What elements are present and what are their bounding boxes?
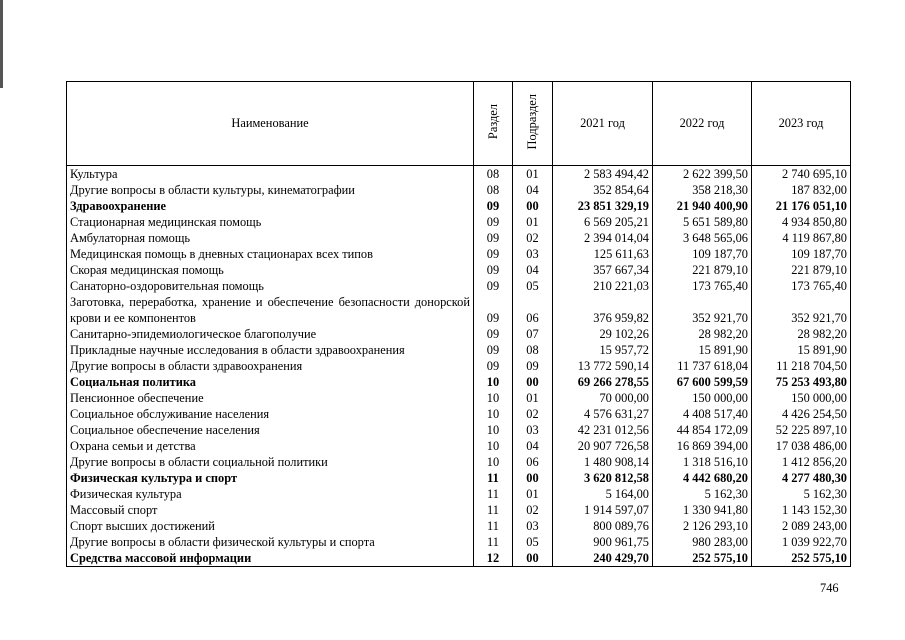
cell-section: 09: [474, 262, 513, 278]
cell-y2021: 23 851 329,19: [553, 198, 653, 214]
cell-section: 11: [474, 502, 513, 518]
cell-y2022: 1 318 516,10: [653, 454, 752, 470]
cell-y2022: 2 126 293,10: [653, 518, 752, 534]
cell-subsection: 07: [513, 326, 553, 342]
cell-name: Другие вопросы в области социальной политики: [67, 454, 474, 470]
cell-subsection: 02: [513, 406, 553, 422]
cell-section: 09: [474, 326, 513, 342]
cell-section: 09: [474, 342, 513, 358]
cell-subsection: 02: [513, 230, 553, 246]
cell-name: Заготовка, переработка, хранение и обеспечение безопасности донорской крови и ее компонентов: [67, 294, 474, 326]
cell-y2022: 15 891,90: [653, 342, 752, 358]
table-header-row: [67, 82, 851, 166]
header-2021: 2021 год: [553, 82, 653, 166]
table-row: [67, 214, 851, 230]
cell-y2022: 1 330 941,80: [653, 502, 752, 518]
cell-section: 10: [474, 438, 513, 454]
cell-subsection: 06: [513, 454, 553, 470]
cell-name: Средства массовой информации: [67, 550, 474, 567]
cell-y2023: 5 162,30: [752, 486, 851, 502]
cell-name: Другие вопросы в области культуры, кинематографии: [67, 182, 474, 198]
cell-y2023: 17 038 486,00: [752, 438, 851, 454]
cell-y2022: 2 622 399,50: [653, 166, 752, 183]
cell-subsection: 09: [513, 358, 553, 374]
cell-y2021: 800 089,76: [553, 518, 653, 534]
cell-subsection: 04: [513, 182, 553, 198]
cell-subsection: 04: [513, 438, 553, 454]
cell-y2022: 3 648 565,06: [653, 230, 752, 246]
table-row: [67, 262, 851, 278]
table-row: [67, 470, 851, 486]
cell-y2023: 1 143 152,30: [752, 502, 851, 518]
cell-y2021: 13 772 590,14: [553, 358, 653, 374]
cell-y2021: 125 611,63: [553, 246, 653, 262]
cell-y2022: 358 218,30: [653, 182, 752, 198]
cell-y2021: 3 620 812,58: [553, 470, 653, 486]
cell-y2021: 2 583 494,42: [553, 166, 653, 183]
cell-name: Санаторно-оздоровительная помощь: [67, 278, 474, 294]
table-row: [67, 278, 851, 294]
cell-name: Социальное обслуживание населения: [67, 406, 474, 422]
header-name: Наименование: [67, 82, 474, 166]
cell-y2023: 4 277 480,30: [752, 470, 851, 486]
cell-name: Стационарная медицинская помощь: [67, 214, 474, 230]
cell-name: Амбулаторная помощь: [67, 230, 474, 246]
cell-section: 10: [474, 422, 513, 438]
cell-y2023: 28 982,20: [752, 326, 851, 342]
cell-name: Пенсионное обеспечение: [67, 390, 474, 406]
cell-section: 08: [474, 182, 513, 198]
cell-subsection: 08: [513, 342, 553, 358]
cell-section: 11: [474, 534, 513, 550]
cell-name: Физическая культура и спорт: [67, 470, 474, 486]
cell-subsection: 05: [513, 278, 553, 294]
cell-y2022: 21 940 400,90: [653, 198, 752, 214]
cell-y2023: 4 119 867,80: [752, 230, 851, 246]
cell-y2022: 109 187,70: [653, 246, 752, 262]
cell-name: Социальное обеспечение населения: [67, 422, 474, 438]
cell-y2023: 352 921,70: [752, 294, 851, 326]
cell-section: 11: [474, 518, 513, 534]
cell-section: 09: [474, 294, 513, 326]
cell-y2023: 2 089 243,00: [752, 518, 851, 534]
table-row: [67, 406, 851, 422]
cell-y2023: 52 225 897,10: [752, 422, 851, 438]
table-body: [67, 166, 851, 567]
cell-y2021: 6 569 205,21: [553, 214, 653, 230]
cell-y2021: 20 907 726,58: [553, 438, 653, 454]
table-row: [67, 246, 851, 262]
table-row: [67, 390, 851, 406]
table-row: [67, 374, 851, 390]
cell-y2022: 16 869 394,00: [653, 438, 752, 454]
cell-name: Спорт высших достижений: [67, 518, 474, 534]
cell-subsection: 01: [513, 486, 553, 502]
cell-y2023: 173 765,40: [752, 278, 851, 294]
cell-y2022: 150 000,00: [653, 390, 752, 406]
table-row: [67, 518, 851, 534]
cell-y2021: 210 221,03: [553, 278, 653, 294]
cell-y2022: 4 408 517,40: [653, 406, 752, 422]
cell-y2021: 42 231 012,56: [553, 422, 653, 438]
table-row: [67, 182, 851, 198]
budget-table: [66, 81, 851, 567]
cell-name: Другие вопросы в области здравоохранения: [67, 358, 474, 374]
cell-section: 10: [474, 390, 513, 406]
cell-y2021: 240 429,70: [553, 550, 653, 567]
cell-y2021: 376 959,82: [553, 294, 653, 326]
cell-y2021: 70 000,00: [553, 390, 653, 406]
cell-y2022: 980 283,00: [653, 534, 752, 550]
cell-subsection: 03: [513, 246, 553, 262]
cell-y2021: 69 266 278,55: [553, 374, 653, 390]
cell-y2023: 15 891,90: [752, 342, 851, 358]
table-row: [67, 230, 851, 246]
cell-y2022: 221 879,10: [653, 262, 752, 278]
cell-section: 09: [474, 198, 513, 214]
cell-y2021: 15 957,72: [553, 342, 653, 358]
cell-y2023: 150 000,00: [752, 390, 851, 406]
cell-name: Массовый спорт: [67, 502, 474, 518]
table-row: [67, 198, 851, 214]
cell-subsection: 03: [513, 422, 553, 438]
cell-subsection: 01: [513, 166, 553, 183]
cell-section: 11: [474, 486, 513, 502]
cell-y2021: 357 667,34: [553, 262, 653, 278]
cell-subsection: 00: [513, 470, 553, 486]
cell-subsection: 02: [513, 502, 553, 518]
cell-section: 09: [474, 230, 513, 246]
table-row: [67, 326, 851, 342]
cell-y2022: 252 575,10: [653, 550, 752, 567]
cell-subsection: 00: [513, 374, 553, 390]
cell-y2022: 11 737 618,04: [653, 358, 752, 374]
cell-y2022: 352 921,70: [653, 294, 752, 326]
cell-name: Здравоохранение: [67, 198, 474, 214]
cell-y2023: 11 218 704,50: [752, 358, 851, 374]
cell-section: 12: [474, 550, 513, 567]
table-row: [67, 422, 851, 438]
cell-y2022: 67 600 599,59: [653, 374, 752, 390]
cell-section: 09: [474, 246, 513, 262]
table-row: [67, 454, 851, 470]
cell-section: 10: [474, 374, 513, 390]
cell-y2021: 2 394 014,04: [553, 230, 653, 246]
cell-subsection: 01: [513, 214, 553, 230]
cell-y2023: 221 879,10: [752, 262, 851, 278]
header-2022: 2022 год: [653, 82, 752, 166]
cell-section: 09: [474, 278, 513, 294]
cell-subsection: 05: [513, 534, 553, 550]
table-row: [67, 502, 851, 518]
table-row: [67, 166, 851, 183]
cell-y2023: 21 176 051,10: [752, 198, 851, 214]
cell-subsection: 03: [513, 518, 553, 534]
cell-y2023: 109 187,70: [752, 246, 851, 262]
cell-name: Прикладные научные исследования в области здравоохранения: [67, 342, 474, 358]
page-number: 746: [820, 581, 839, 595]
cell-y2023: 187 832,00: [752, 182, 851, 198]
cell-y2023: 4 934 850,80: [752, 214, 851, 230]
cell-subsection: 00: [513, 198, 553, 214]
cell-name: Физическая культура: [67, 486, 474, 502]
cell-y2021: 4 576 631,27: [553, 406, 653, 422]
cell-y2022: 4 442 680,20: [653, 470, 752, 486]
cell-y2022: 44 854 172,09: [653, 422, 752, 438]
cell-section: 09: [474, 214, 513, 230]
cell-y2023: 1 412 856,20: [752, 454, 851, 470]
cell-name: Другие вопросы в области физической культуры и спорта: [67, 534, 474, 550]
header-2023: 2023 год: [752, 82, 851, 166]
table-row: [67, 550, 851, 567]
cell-y2021: 900 961,75: [553, 534, 653, 550]
cell-name: Медицинская помощь в дневных стационарах всех типов: [67, 246, 474, 262]
cell-section: 11: [474, 470, 513, 486]
cell-section: 08: [474, 166, 513, 183]
header-subsection: Подраздел: [513, 82, 553, 166]
cell-subsection: 04: [513, 262, 553, 278]
cell-section: 10: [474, 406, 513, 422]
cell-name: Скорая медицинская помощь: [67, 262, 474, 278]
cell-y2021: 5 164,00: [553, 486, 653, 502]
cell-subsection: 01: [513, 390, 553, 406]
cell-y2021: 1 914 597,07: [553, 502, 653, 518]
table-row: [67, 534, 851, 550]
cell-name: Социальная политика: [67, 374, 474, 390]
cell-y2022: 173 765,40: [653, 278, 752, 294]
cell-name: Культура: [67, 166, 474, 183]
table-row: [67, 358, 851, 374]
table-row: [67, 486, 851, 502]
table-row: [67, 294, 851, 326]
cell-y2022: 28 982,20: [653, 326, 752, 342]
cell-y2021: 352 854,64: [553, 182, 653, 198]
cell-section: 10: [474, 454, 513, 470]
scan-edge-mark: [0, 0, 3, 88]
cell-subsection: 06: [513, 294, 553, 326]
header-section: Раздел: [474, 82, 513, 166]
cell-y2023: 2 740 695,10: [752, 166, 851, 183]
table-row: [67, 342, 851, 358]
cell-subsection: 00: [513, 550, 553, 567]
cell-name: Санитарно-эпидемиологическое благополучие: [67, 326, 474, 342]
cell-y2023: 252 575,10: [752, 550, 851, 567]
cell-name: Охрана семьи и детства: [67, 438, 474, 454]
cell-y2022: 5 651 589,80: [653, 214, 752, 230]
cell-y2021: 29 102,26: [553, 326, 653, 342]
cell-y2023: 1 039 922,70: [752, 534, 851, 550]
cell-section: 09: [474, 358, 513, 374]
cell-y2023: 4 426 254,50: [752, 406, 851, 422]
cell-y2023: 75 253 493,80: [752, 374, 851, 390]
cell-y2022: 5 162,30: [653, 486, 752, 502]
cell-y2021: 1 480 908,14: [553, 454, 653, 470]
table-row: [67, 438, 851, 454]
